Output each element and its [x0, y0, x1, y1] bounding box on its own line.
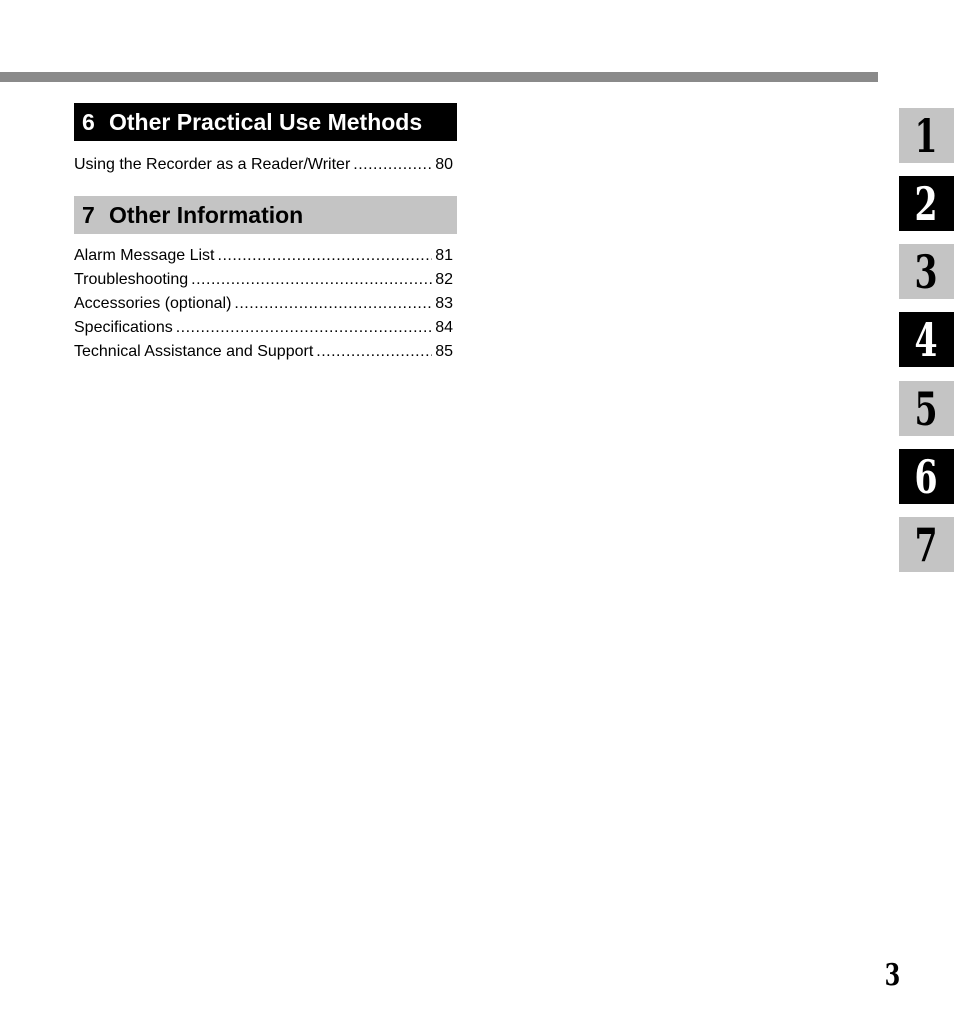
page-number-label: 3: [884, 958, 900, 993]
chapter-tab-label: 1: [914, 108, 939, 163]
section-header-7: [74, 196, 457, 234]
toc-entry-page: 82: [435, 271, 453, 288]
section-title: Other Information: [109, 202, 304, 228]
chapter-tab-label: 3: [914, 244, 939, 299]
section-number: 7: [82, 202, 95, 228]
toc-entry[interactable]: [74, 269, 453, 293]
dot-leader: [218, 245, 433, 267]
chapter-tab-3[interactable]: [899, 244, 954, 299]
toc-entry[interactable]: [74, 293, 453, 317]
dot-leader: [316, 341, 432, 363]
chapter-tab-5[interactable]: [899, 381, 954, 436]
chapter-tab-4[interactable]: [899, 312, 954, 367]
section-number: 6: [82, 109, 95, 135]
chapter-tab-label: 5: [914, 381, 939, 436]
chapter-tab-label: 2: [914, 176, 939, 231]
toc-entry-page: 83: [435, 295, 453, 312]
toc-entry[interactable]: [74, 317, 453, 341]
dot-leader: [234, 293, 432, 315]
chapter-tab-6[interactable]: [899, 449, 954, 504]
toc-entry-title: Alarm Message List: [74, 247, 215, 264]
chapter-tab-2[interactable]: [899, 176, 954, 231]
chapter-tab-label: 7: [914, 517, 939, 572]
toc-entry-page: 85: [435, 343, 453, 360]
chapter-tab-label: 6: [914, 449, 939, 504]
toc-entry-title: Accessories (optional): [74, 295, 232, 312]
toc-list-section-7: [74, 245, 453, 365]
top-rule: [0, 72, 878, 82]
section-header-6: [74, 103, 457, 141]
toc-entry[interactable]: [74, 341, 453, 365]
toc-list-section-6: [74, 154, 453, 178]
toc-entry-page: 84: [435, 319, 453, 336]
toc-entry-page: 81: [435, 247, 453, 264]
chapter-tab-label: 4: [914, 312, 939, 367]
toc-entry-title: Troubleshooting: [74, 271, 189, 288]
chapter-tab-7[interactable]: [899, 517, 954, 572]
toc-entry[interactable]: [74, 245, 453, 269]
chapter-tab-1[interactable]: [899, 108, 954, 163]
dot-leader: [353, 154, 432, 176]
page-number: [880, 958, 904, 994]
dot-leader: [176, 317, 432, 339]
section-title: Other Practical Use Methods: [109, 109, 423, 135]
toc-entry[interactable]: [74, 154, 453, 178]
toc-entry-title: Specifications: [74, 319, 173, 336]
toc-entry-page: 80: [435, 156, 453, 173]
toc-entry-title: Technical Assistance and Support: [74, 343, 314, 360]
dot-leader: [191, 269, 432, 291]
toc-entry-title: Using the Recorder as a Reader/Writer: [74, 156, 351, 173]
